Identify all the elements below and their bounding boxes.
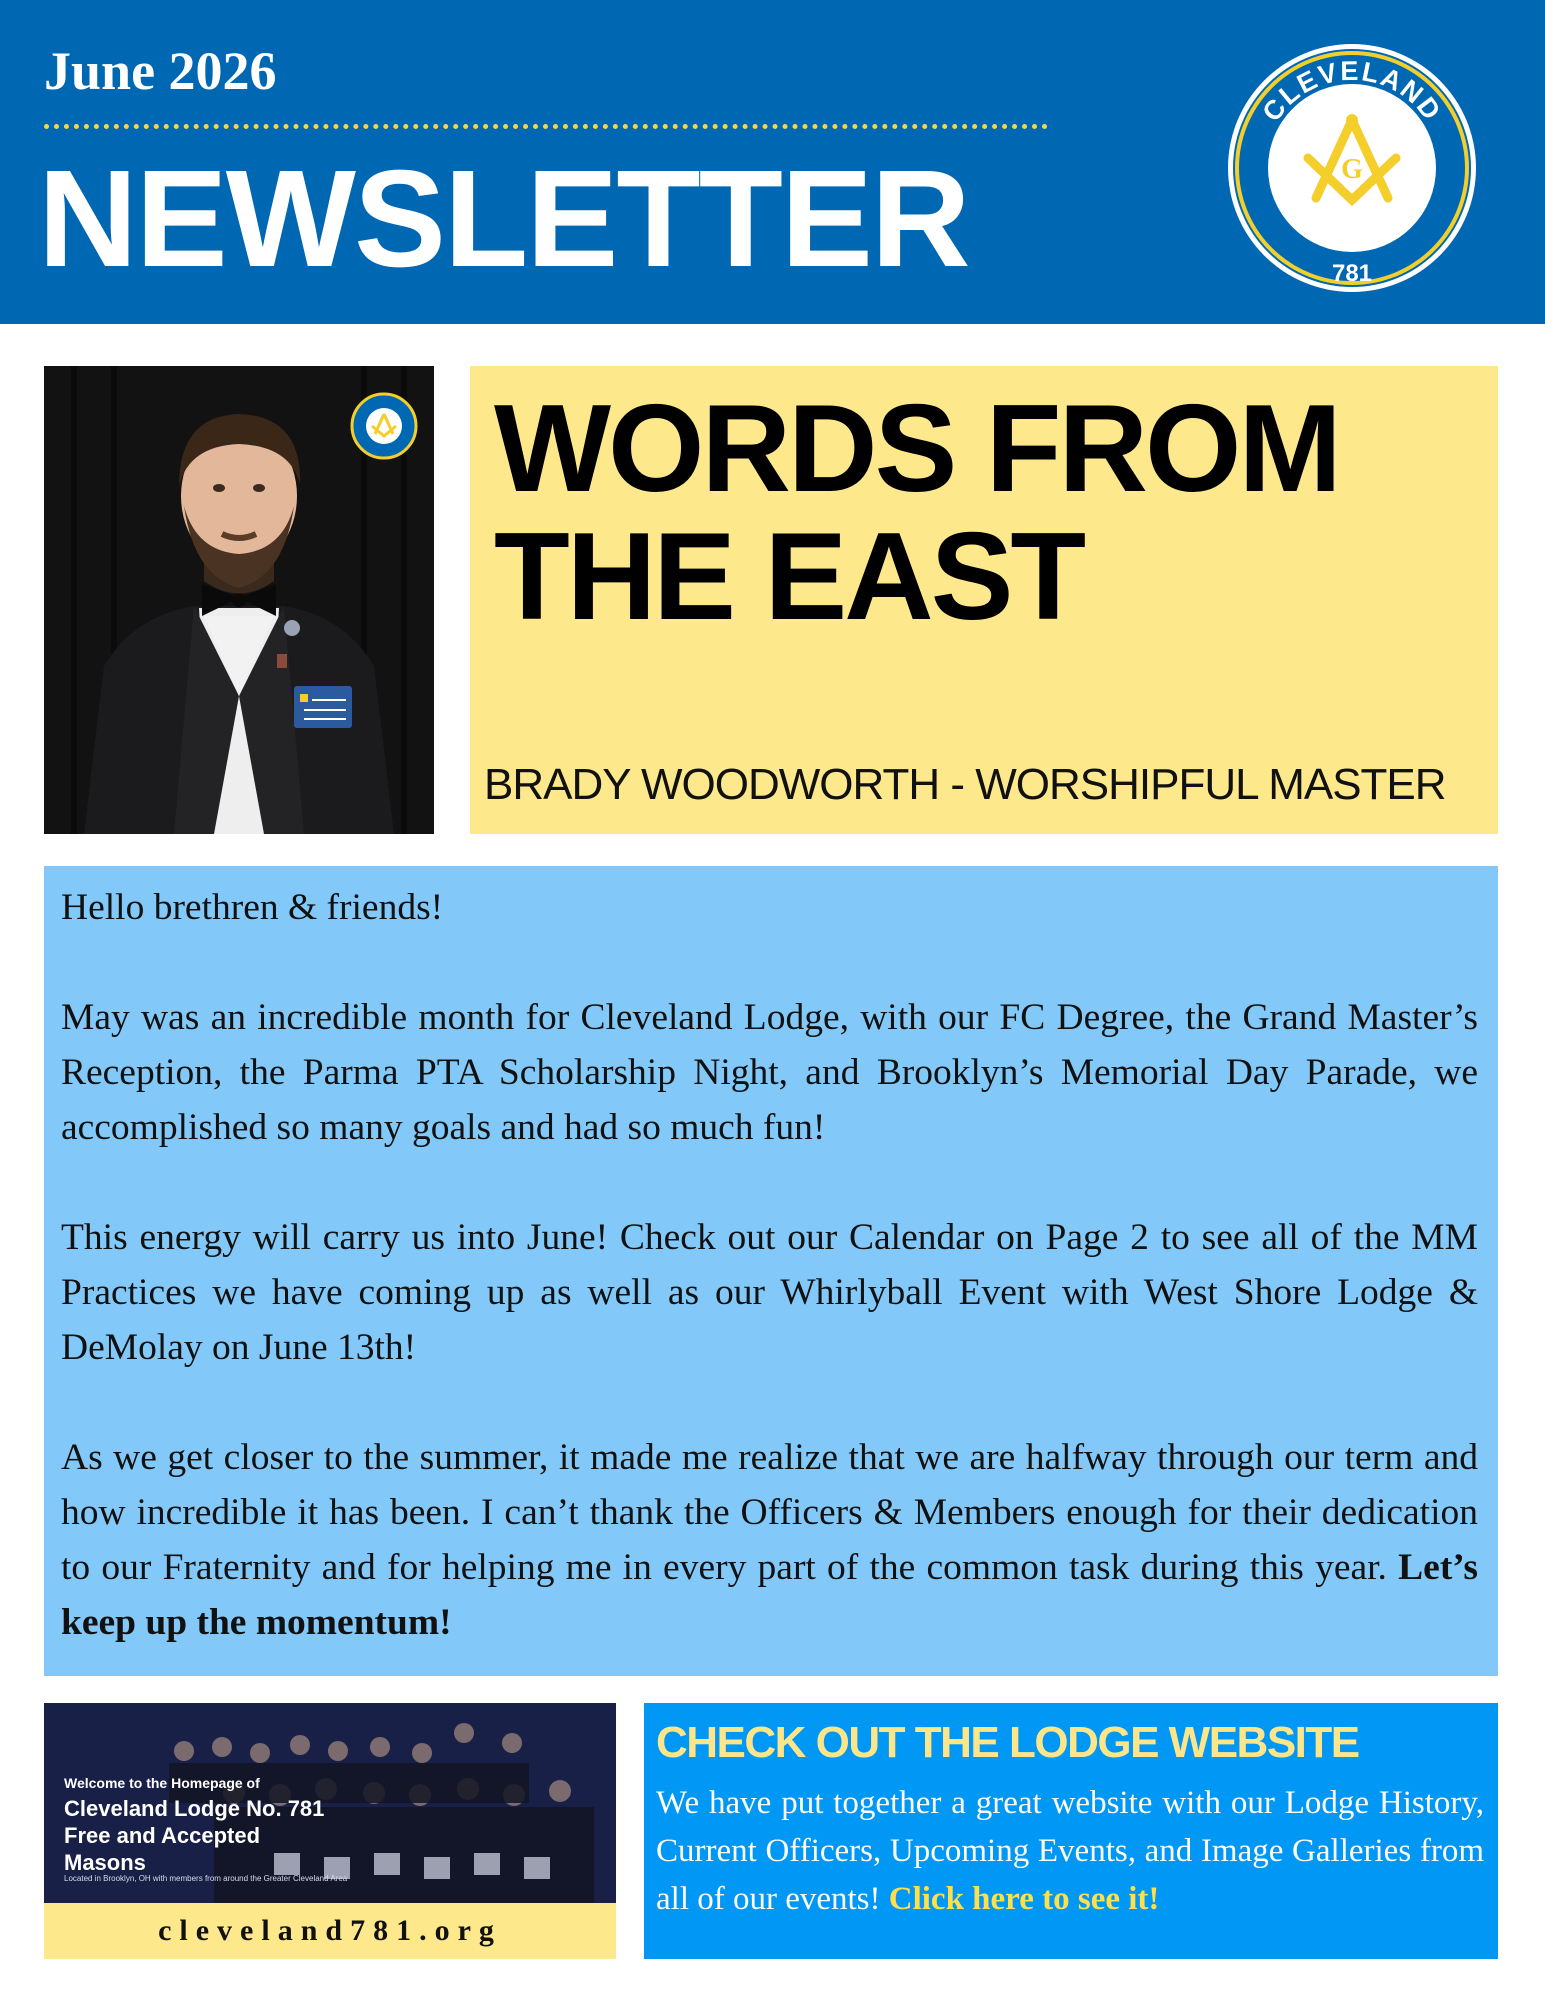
lodge-logo <box>1224 40 1480 296</box>
letter-paragraph <box>61 1430 1478 1650</box>
website-url-link[interactable]: cleveland781.org <box>44 1903 616 1959</box>
cta-body-text: We have put together a great website with our Lodge History, Current Officers, Upcoming Events, and Image Galleries from all of our events! <box>656 1785 1484 1918</box>
letter-paragraph-text: As we get closer to the summer, it made me realize that we are halfway through our term and how incredible it has been. I can’t thank the Officers & Members enough for their dedication to our Fraternity and for helping me in every part of the common task during this year. <box>61 1437 1478 1588</box>
letter-paragraph: May was an incredible month for Cleveland Lodge, with our FC Degree, the Grand Master’s Reception, the Parma PTA Scholarship Night, and Brooklyn’s Memorial Day Parade, we accomplished so many goals and had so much fun! <box>61 997 1478 1148</box>
newsletter-title: NEWSLETTER <box>38 142 969 296</box>
issue-date: June 2026 <box>44 41 277 101</box>
feature-title-box <box>470 366 1498 834</box>
logo-top-text: CLEVELAND <box>1256 55 1448 127</box>
feature-subtitle: BRADY WOODWORTH - WORSHIPFUL MASTER <box>484 760 1446 809</box>
cta-body <box>656 1779 1484 1923</box>
website-small-text: Located in Brooklyn, OH with members from around the Greater Cleveland Area <box>64 1874 348 1883</box>
lodge-name-line: Free and Accepted <box>64 1823 261 1848</box>
letter-paragraph: This energy will carry us into June! Check out our Calendar on Page 2 to see all of the MM Practices we have coming up as well as our Whirlyball Event with West Shore Lodge & DeMolay on June 13th! <box>61 1217 1478 1368</box>
worshipful-master-photo <box>44 366 434 834</box>
dotted-divider <box>44 124 1048 129</box>
website-screenshot[interactable] <box>44 1703 616 1903</box>
website-link[interactable]: Click here to see it! <box>888 1881 1160 1918</box>
website-cta-box <box>644 1703 1498 1959</box>
master-letter <box>44 866 1498 1676</box>
website-card[interactable] <box>44 1703 616 1959</box>
logo-center-letter: G <box>1341 154 1363 185</box>
lodge-name-line: Cleveland Lodge No. 781 <box>64 1796 325 1821</box>
newsletter-header <box>0 0 1545 324</box>
website-welcome: Welcome to the Homepage of <box>64 1775 260 1791</box>
logo-bottom-text: 781 <box>1331 260 1373 287</box>
cta-title: CHECK OUT THE LODGE WEBSITE <box>656 1718 1359 1767</box>
feature-title: WORDS FROM THE EAST <box>494 380 1339 646</box>
letter-greeting: Hello brethren & friends! <box>61 887 444 928</box>
letter-closing: Let’s keep up the momentum! <box>61 1547 1478 1643</box>
website-lodge-name <box>64 1795 324 1876</box>
lodge-name-line: Masons <box>64 1850 146 1875</box>
portrait-photo <box>44 366 434 834</box>
